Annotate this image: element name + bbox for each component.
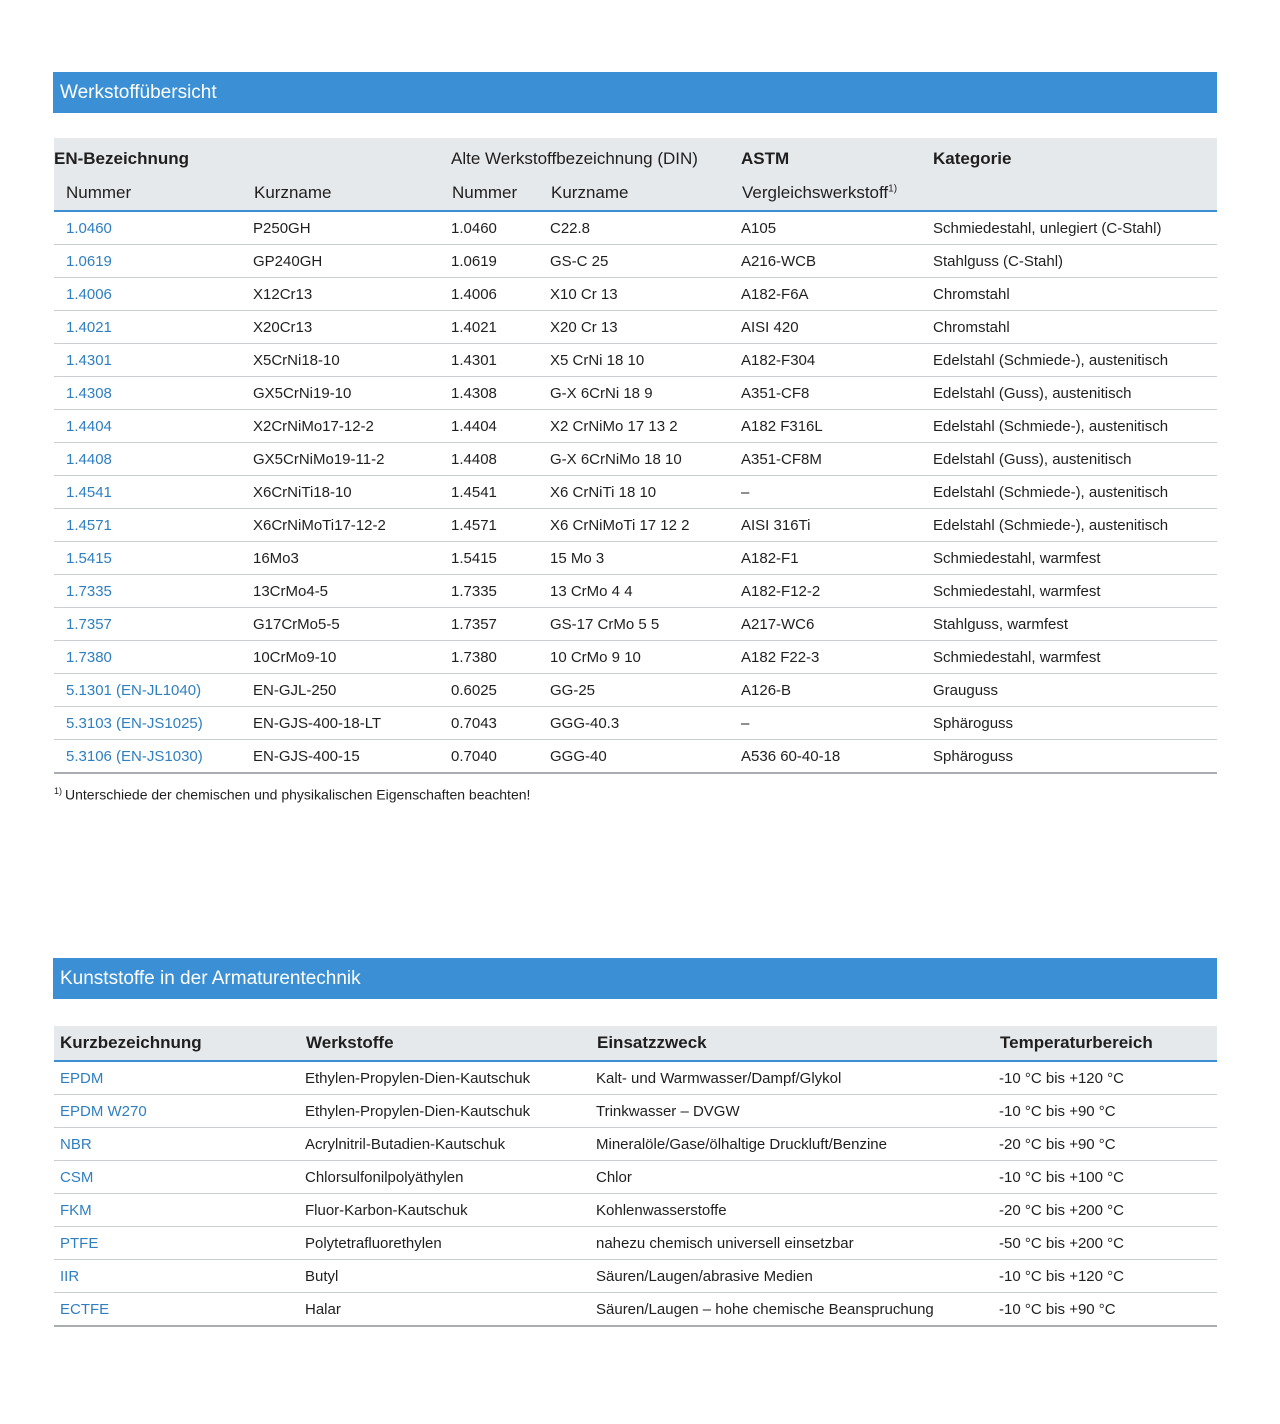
cell-werkstoffe: Ethylen-Propylen-Dien-Kautschuk [305, 1061, 596, 1095]
header-kategorie: Kategorie [933, 138, 1217, 176]
header-en-kurzname: Kurzname [253, 176, 451, 211]
cell-kategorie: Sphäroguss [933, 707, 1217, 740]
cell-en-nummer[interactable]: 1.4404 [54, 410, 253, 443]
cell-kategorie: Schmiedestahl, warmfest [933, 641, 1217, 674]
cell-en-kurzname: GX5CrNiMo19-11-2 [253, 443, 451, 476]
cell-en-kurzname: X5CrNi18-10 [253, 344, 451, 377]
cell-en-nummer[interactable]: 5.3106 (EN-JS1030) [54, 740, 253, 774]
werkstoff-table [54, 138, 1217, 774]
table-row [54, 608, 1217, 641]
header-din-nummer: Nummer [451, 176, 550, 211]
cell-en-kurzname: X6CrNiMoTi17-12-2 [253, 509, 451, 542]
table-header-column-row [54, 176, 1217, 211]
header-astm: ASTM [741, 138, 933, 176]
cell-astm: A182 F316L [741, 410, 933, 443]
cell-din-kurzname: C22.8 [550, 211, 741, 245]
cell-en-kurzname: EN-GJS-400-15 [253, 740, 451, 774]
cell-din-nummer: 0.7040 [451, 740, 550, 774]
table-row [54, 211, 1217, 245]
header-kategorie-empty [933, 176, 1217, 211]
table-row [54, 344, 1217, 377]
cell-en-nummer[interactable]: 1.4308 [54, 377, 253, 410]
table-row [54, 476, 1217, 509]
cell-din-kurzname: 13 CrMo 4 4 [550, 575, 741, 608]
cell-din-nummer: 1.7335 [451, 575, 550, 608]
cell-werkstoffe: Halar [305, 1293, 596, 1327]
cell-en-kurzname: EN-GJL-250 [253, 674, 451, 707]
cell-astm: A182-F304 [741, 344, 933, 377]
cell-en-nummer[interactable]: 5.3103 (EN-JS1025) [54, 707, 253, 740]
cell-kategorie: Stahlguss, warmfest [933, 608, 1217, 641]
cell-kategorie: Schmiedestahl, warmfest [933, 542, 1217, 575]
cell-kategorie: Schmiedestahl, warmfest [933, 575, 1217, 608]
cell-din-nummer: 1.4006 [451, 278, 550, 311]
table-row [54, 575, 1217, 608]
cell-din-kurzname: GG-25 [550, 674, 741, 707]
cell-din-kurzname: X6 CrNiMoTi 17 12 2 [550, 509, 741, 542]
cell-temperaturbereich: -10 °C bis +120 °C [999, 1260, 1217, 1293]
cell-astm: AISI 420 [741, 311, 933, 344]
cell-werkstoffe: Chlorsulfonilpolyäthylen [305, 1161, 596, 1194]
cell-din-kurzname: X10 Cr 13 [550, 278, 741, 311]
cell-din-nummer: 1.4308 [451, 377, 550, 410]
table-row [54, 740, 1217, 774]
cell-astm: AISI 316Ti [741, 509, 933, 542]
cell-en-nummer[interactable]: 1.7357 [54, 608, 253, 641]
footnote: $^{1)}$ Unterschiede der chemischen und physikalischen Eigenschaften beachten! [54, 786, 531, 803]
cell-en-kurzname: GX5CrNi19-10 [253, 377, 451, 410]
cell-din-kurzname: G-X 6CrNiMo 18 10 [550, 443, 741, 476]
cell-din-nummer: 1.7357 [451, 608, 550, 641]
cell-en-nummer[interactable]: 1.7335 [54, 575, 253, 608]
header-temperaturbereich: Temperaturbereich [999, 1026, 1217, 1061]
cell-astm: A105 [741, 211, 933, 245]
header-einsatzzweck: Einsatzzweck [596, 1026, 999, 1061]
cell-kategorie: Schmiedestahl, unlegiert (C-Stahl) [933, 211, 1217, 245]
cell-kurzbezeichnung[interactable]: PTFE [54, 1227, 305, 1260]
cell-en-kurzname: X12Cr13 [253, 278, 451, 311]
cell-temperaturbereich: -20 °C bis +90 °C [999, 1128, 1217, 1161]
cell-din-nummer: 1.5415 [451, 542, 550, 575]
cell-einsatzzweck: Chlor [596, 1161, 999, 1194]
cell-einsatzzweck: Säuren/Laugen – hohe chemische Beanspruchung [596, 1293, 999, 1327]
kunststoffe-table [54, 1026, 1217, 1327]
cell-einsatzzweck: nahezu chemisch universell einsetzbar [596, 1227, 999, 1260]
cell-kategorie: Edelstahl (Schmiede-), austenitisch [933, 344, 1217, 377]
cell-temperaturbereich: -10 °C bis +90 °C [999, 1095, 1217, 1128]
cell-kategorie: Stahlguss (C-Stahl) [933, 245, 1217, 278]
cell-din-nummer: 1.7380 [451, 641, 550, 674]
cell-kategorie: Chromstahl [933, 278, 1217, 311]
cell-din-nummer: 1.4404 [451, 410, 550, 443]
table-row [54, 1293, 1217, 1327]
cell-din-kurzname: GGG-40.3 [550, 707, 741, 740]
cell-en-kurzname: P250GH [253, 211, 451, 245]
cell-werkstoffe: Butyl [305, 1260, 596, 1293]
cell-en-nummer[interactable]: 1.4571 [54, 509, 253, 542]
cell-din-nummer: 1.0460 [451, 211, 550, 245]
cell-kurzbezeichnung[interactable]: CSM [54, 1161, 305, 1194]
cell-din-kurzname: GS-17 CrMo 5 5 [550, 608, 741, 641]
cell-din-nummer: 0.6025 [451, 674, 550, 707]
cell-einsatzzweck: Trinkwasser – DVGW [596, 1095, 999, 1128]
cell-din-kurzname: GS-C 25 [550, 245, 741, 278]
table-row [54, 707, 1217, 740]
table-row [54, 1161, 1217, 1194]
table-row [54, 674, 1217, 707]
cell-din-nummer: 0.7043 [451, 707, 550, 740]
cell-din-kurzname: X6 CrNiTi 18 10 [550, 476, 741, 509]
header-astm-vergleich: Vergleichswerkstoff$^{1)}$ [741, 176, 933, 211]
table-row [54, 311, 1217, 344]
table-row [54, 509, 1217, 542]
table-header-row [54, 1026, 1217, 1061]
cell-en-kurzname: X2CrNiMo17-12-2 [253, 410, 451, 443]
cell-werkstoffe: Polytetrafluorethylen [305, 1227, 596, 1260]
table-row [54, 377, 1217, 410]
header-werkstoffe: Werkstoffe [305, 1026, 596, 1061]
cell-einsatzzweck: Kalt- und Warmwasser/Dampf/Glykol [596, 1061, 999, 1095]
cell-astm: A351-CF8 [741, 377, 933, 410]
cell-kurzbezeichnung[interactable]: NBR [54, 1128, 305, 1161]
table-header-group-row [54, 138, 1217, 176]
cell-temperaturbereich: -20 °C bis +200 °C [999, 1194, 1217, 1227]
cell-din-kurzname: X2 CrNiMo 17 13 2 [550, 410, 741, 443]
header-en-nummer: Nummer [54, 176, 253, 211]
table-row [54, 1260, 1217, 1293]
cell-din-nummer: 1.4571 [451, 509, 550, 542]
cell-din-kurzname: 15 Mo 3 [550, 542, 741, 575]
cell-en-nummer[interactable]: 5.1301 (EN-JL1040) [54, 674, 253, 707]
cell-temperaturbereich: -50 °C bis +200 °C [999, 1227, 1217, 1260]
cell-en-kurzname: G17CrMo5-5 [253, 608, 451, 641]
cell-din-kurzname: GGG-40 [550, 740, 741, 774]
cell-temperaturbereich: -10 °C bis +90 °C [999, 1293, 1217, 1327]
table-row [54, 1061, 1217, 1095]
cell-din-nummer: 1.4408 [451, 443, 550, 476]
cell-kategorie: Sphäroguss [933, 740, 1217, 774]
cell-kurzbezeichnung[interactable]: FKM [54, 1194, 305, 1227]
header-din: Alte Werkstoffbezeichnung (DIN) [451, 138, 741, 176]
cell-kurzbezeichnung[interactable]: EPDM W270 [54, 1095, 305, 1128]
cell-en-nummer[interactable]: 1.0619 [54, 245, 253, 278]
cell-einsatzzweck: Kohlenwasserstoffe [596, 1194, 999, 1227]
header-din-kurzname: Kurzname [550, 176, 741, 211]
cell-astm: – [741, 707, 933, 740]
cell-astm: A217-WC6 [741, 608, 933, 641]
header-kurzbezeichnung: Kurzbezeichnung [54, 1026, 305, 1061]
cell-en-nummer[interactable]: 1.4021 [54, 311, 253, 344]
table-row [54, 1128, 1217, 1161]
cell-astm: A182-F12-2 [741, 575, 933, 608]
cell-din-kurzname: X5 CrNi 18 10 [550, 344, 741, 377]
cell-en-kurzname: 10CrMo9-10 [253, 641, 451, 674]
cell-din-nummer: 1.0619 [451, 245, 550, 278]
cell-kategorie: Edelstahl (Schmiede-), austenitisch [933, 476, 1217, 509]
cell-temperaturbereich: -10 °C bis +100 °C [999, 1161, 1217, 1194]
cell-en-nummer[interactable]: 1.7380 [54, 641, 253, 674]
table-row [54, 410, 1217, 443]
table-row [54, 245, 1217, 278]
cell-en-kurzname: GP240GH [253, 245, 451, 278]
cell-kategorie: Edelstahl (Guss), austenitisch [933, 377, 1217, 410]
cell-din-kurzname: 10 CrMo 9 10 [550, 641, 741, 674]
cell-kurzbezeichnung[interactable]: EPDM [54, 1061, 305, 1095]
cell-kurzbezeichnung[interactable]: ECTFE [54, 1293, 305, 1327]
cell-en-nummer[interactable]: 1.4006 [54, 278, 253, 311]
cell-din-nummer: 1.4301 [451, 344, 550, 377]
table-row [54, 1227, 1217, 1260]
table-row [54, 443, 1217, 476]
cell-kategorie: Grauguss [933, 674, 1217, 707]
cell-en-nummer[interactable]: 1.5415 [54, 542, 253, 575]
table-row [54, 1095, 1217, 1128]
cell-astm: A126-B [741, 674, 933, 707]
cell-en-kurzname: 16Mo3 [253, 542, 451, 575]
cell-werkstoffe: Acrylnitril-Butadien-Kautschuk [305, 1128, 596, 1161]
cell-kurzbezeichnung[interactable]: IIR [54, 1260, 305, 1293]
cell-astm: A351-CF8M [741, 443, 933, 476]
cell-astm: A182-F1 [741, 542, 933, 575]
cell-astm: – [741, 476, 933, 509]
cell-temperaturbereich: -10 °C bis +120 °C [999, 1061, 1217, 1095]
cell-din-nummer: 1.4021 [451, 311, 550, 344]
section-title-kunststoffe: Kunststoffe in der Armaturentechnik [53, 958, 1217, 999]
cell-en-nummer[interactable]: 1.4541 [54, 476, 253, 509]
cell-kategorie: Edelstahl (Schmiede-), austenitisch [933, 410, 1217, 443]
cell-astm: A216-WCB [741, 245, 933, 278]
cell-kategorie: Chromstahl [933, 311, 1217, 344]
table-row [54, 641, 1217, 674]
cell-astm: A182 F22-3 [741, 641, 933, 674]
cell-einsatzzweck: Säuren/Laugen/abrasive Medien [596, 1260, 999, 1293]
table-row [54, 1194, 1217, 1227]
cell-kategorie: Edelstahl (Schmiede-), austenitisch [933, 509, 1217, 542]
cell-din-kurzname: G-X 6CrNi 18 9 [550, 377, 741, 410]
cell-en-nummer[interactable]: 1.4301 [54, 344, 253, 377]
cell-din-kurzname: X20 Cr 13 [550, 311, 741, 344]
table-row [54, 542, 1217, 575]
cell-en-nummer[interactable]: 1.4408 [54, 443, 253, 476]
cell-en-kurzname: X6CrNiTi18-10 [253, 476, 451, 509]
cell-din-nummer: 1.4541 [451, 476, 550, 509]
cell-kategorie: Edelstahl (Guss), austenitisch [933, 443, 1217, 476]
cell-en-kurzname: X20Cr13 [253, 311, 451, 344]
cell-en-kurzname: EN-GJS-400-18-LT [253, 707, 451, 740]
cell-werkstoffe: Fluor-Karbon-Kautschuk [305, 1194, 596, 1227]
cell-astm: A182-F6A [741, 278, 933, 311]
cell-einsatzzweck: Mineralöle/Gase/ölhaltige Druckluft/Benzine [596, 1128, 999, 1161]
section-title-werkstoffuebersicht: Werkstoffübersicht [53, 72, 1217, 113]
cell-en-kurzname: 13CrMo4-5 [253, 575, 451, 608]
cell-astm: A536 60-40-18 [741, 740, 933, 774]
table-row [54, 278, 1217, 311]
header-en-bezeichnung: EN-Bezeichnung [54, 138, 451, 176]
cell-en-nummer[interactable]: 1.0460 [54, 211, 253, 245]
cell-werkstoffe: Ethylen-Propylen-Dien-Kautschuk [305, 1095, 596, 1128]
